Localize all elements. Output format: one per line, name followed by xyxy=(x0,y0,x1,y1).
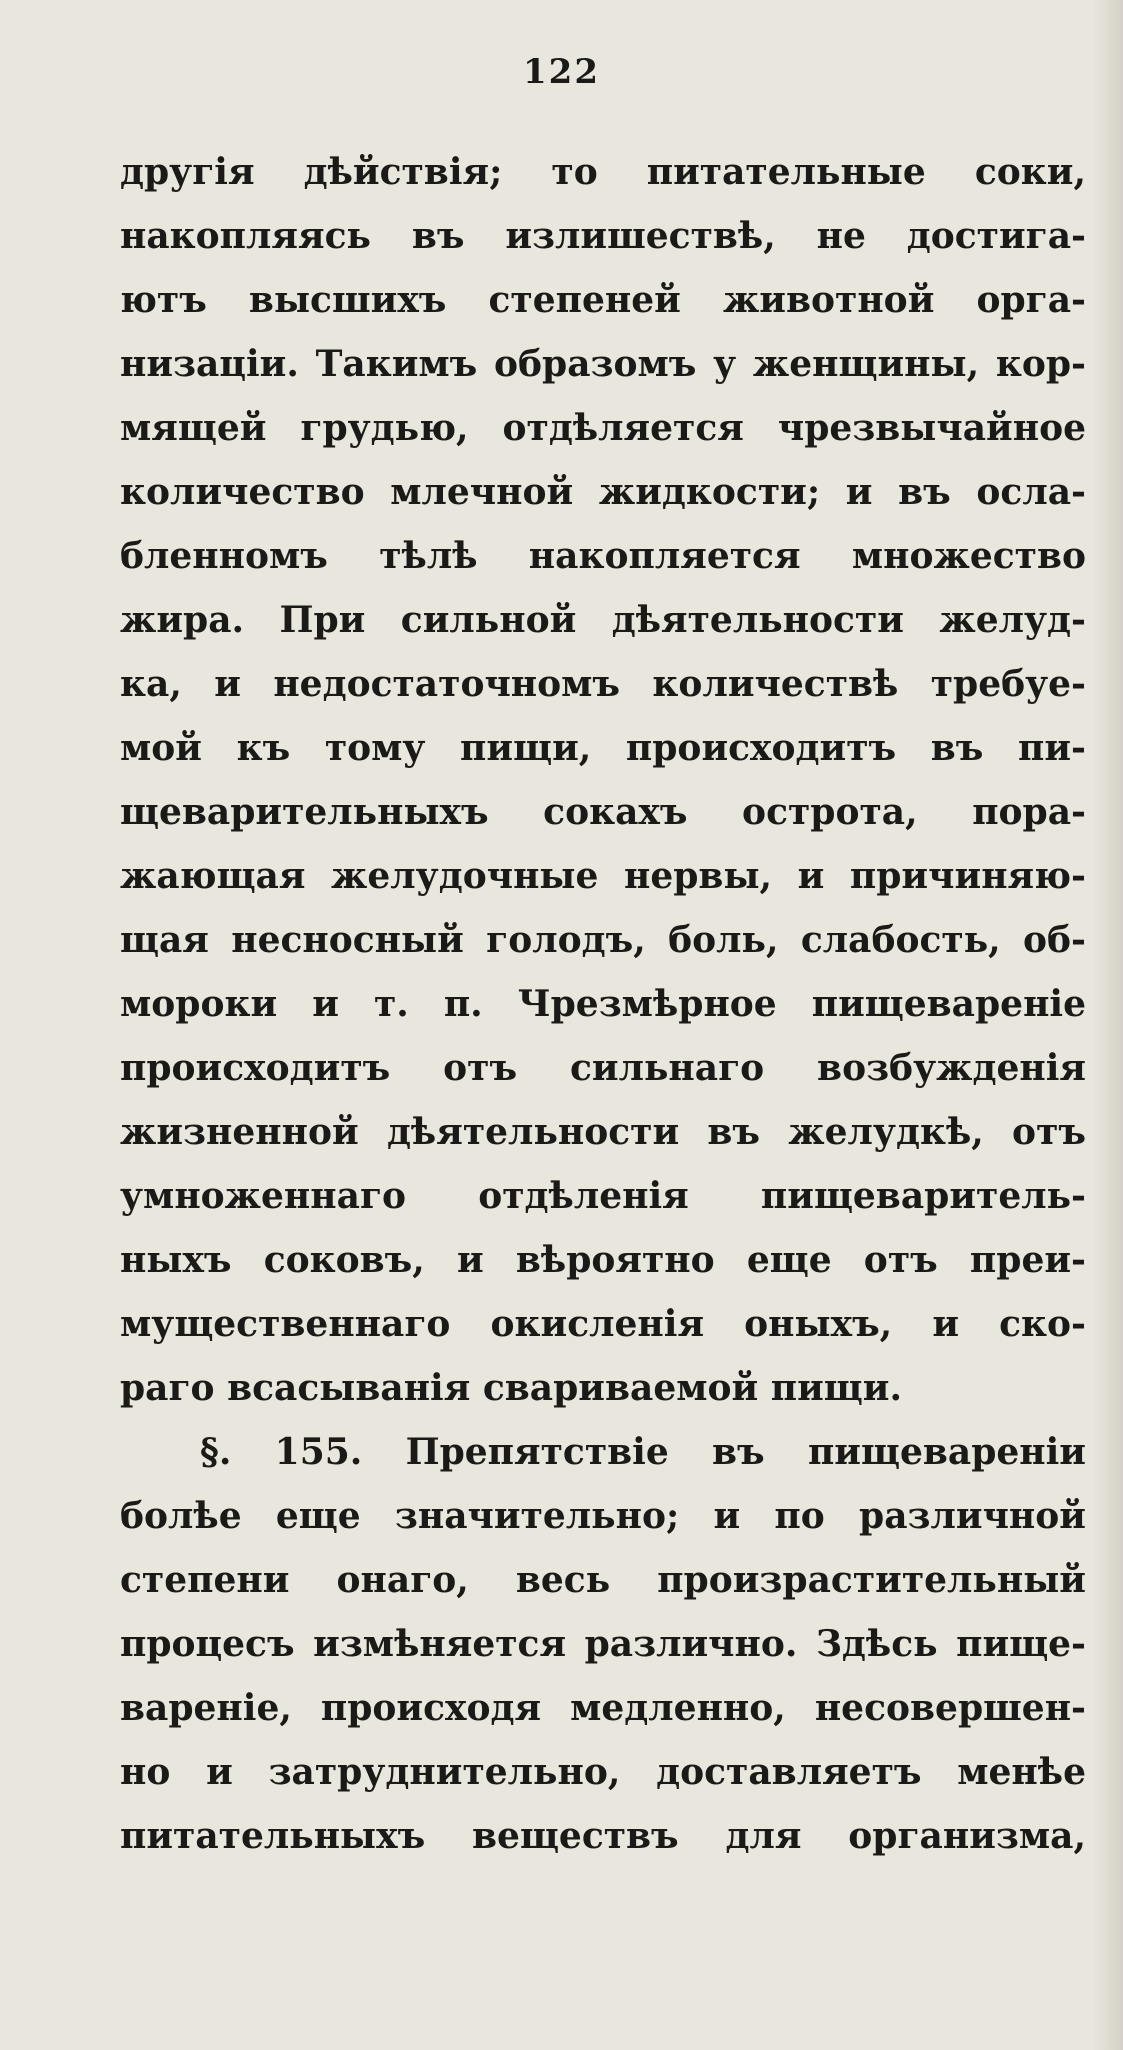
text-line: болѣе еще значительно; и по различной xyxy=(120,1495,1086,1537)
text-line: мороки и т. п. Чрезмѣрное пищевареніе xyxy=(120,983,1086,1025)
page-edge-shadow xyxy=(1093,0,1123,2050)
text-line: накопляясь въ излишествѣ, не достига- xyxy=(120,215,1086,257)
text-line: умноженнаго отдѣленія пищеваритель- xyxy=(120,1175,1086,1217)
text-line: происходитъ отъ сильнаго возбужденія xyxy=(120,1047,1086,1089)
page-number: 122 xyxy=(523,52,600,92)
body-text xyxy=(120,140,1086,1868)
text-line: низаціи. Такимъ образомъ у женщины, кор- xyxy=(120,343,1086,385)
text-line: питательныхъ веществъ для организма, xyxy=(120,1815,1086,1857)
text-line: мящей грудью, отдѣляется чрезвычайное xyxy=(120,407,1086,449)
text-line: другія дѣйствія; то питательные соки, xyxy=(120,151,1086,193)
text-line: щая несносный голодъ, боль, слабость, об- xyxy=(120,919,1086,961)
text-line: мущественнаго окисленія оныхъ, и ско- xyxy=(120,1303,1086,1345)
text-line: степени онаго, весь произрастительный xyxy=(120,1559,1086,1601)
text-line: ютъ высшихъ степеней животной орга- xyxy=(120,279,1086,321)
paragraph-1 xyxy=(120,140,1086,1420)
text-line: вареніе, происходя медленно, несовершен- xyxy=(120,1687,1086,1729)
text-line: щеварительныхъ сокахъ острота, пора- xyxy=(120,791,1086,833)
text-line: ка, и недостаточномъ количествѣ требуе- xyxy=(120,663,1086,705)
text-line: жающая желудочные нервы, и причиняю- xyxy=(120,855,1086,897)
text-line: количество млечной жидкости; и въ осла- xyxy=(120,471,1086,513)
text-line: §. 155. Препятствіе въ пищевареніи xyxy=(200,1431,1086,1473)
text-line: раго всасыванія свариваемой пищи. xyxy=(120,1367,902,1409)
text-line: мой къ тому пищи, происходитъ въ пи- xyxy=(120,727,1086,769)
text-line: жизненной дѣятельности въ желудкѣ, отъ xyxy=(120,1111,1086,1153)
text-line: процесъ измѣняется различно. Здѣсь пище- xyxy=(120,1623,1086,1665)
text-line: жира. При сильной дѣятельности желуд- xyxy=(120,599,1086,641)
text-line: но и затруднительно, доставляетъ менѣе xyxy=(120,1751,1086,1793)
paragraph-2 xyxy=(120,1420,1086,1868)
text-line: бленномъ тѣлѣ накопляется множество xyxy=(120,535,1086,577)
text-line: ныхъ соковъ, и вѣроятно еще отъ преи- xyxy=(120,1239,1086,1281)
